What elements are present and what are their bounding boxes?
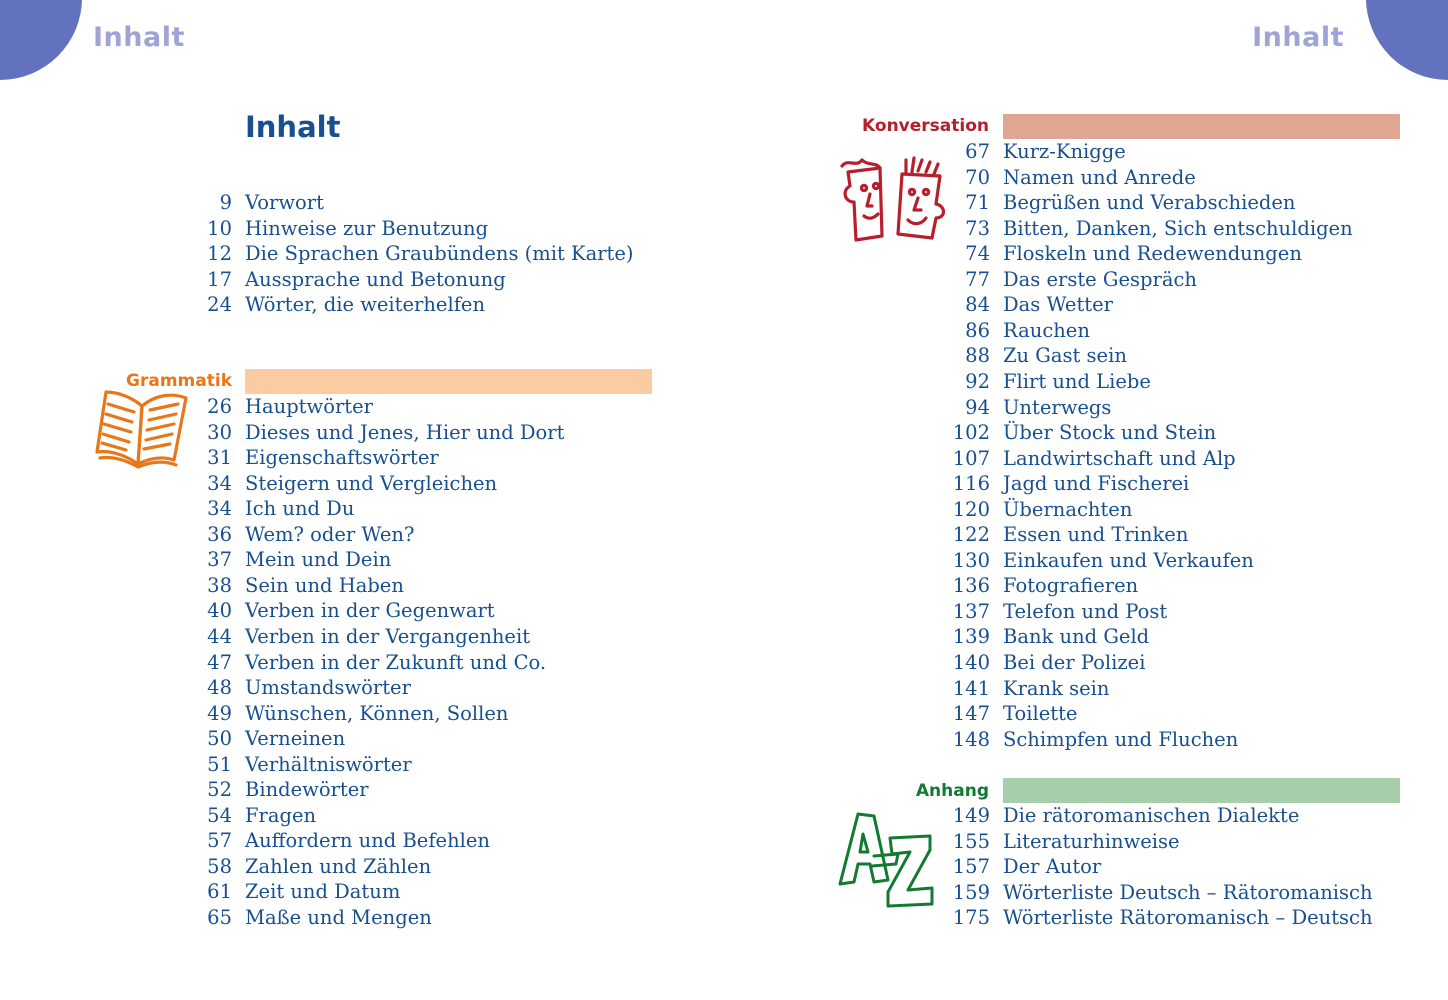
toc-entry-title: Wörter, die weiterhelfen <box>245 293 486 317</box>
toc-page-number: 77 <box>965 267 990 291</box>
toc-page-number: 9 <box>219 191 232 214</box>
toc-page-number: 17 <box>207 267 232 291</box>
toc-page-number: 122 <box>952 523 990 547</box>
toc-page-number: 136 <box>952 574 990 598</box>
open-book-icon <box>94 386 190 474</box>
toc-page-number: 34 <box>207 471 232 495</box>
toc-page-number: 70 <box>965 165 990 189</box>
toc-entry-title: Das Wetter <box>1003 293 1113 317</box>
toc-entry-title: Unterwegs <box>1003 395 1112 419</box>
toc-page-number: 159 <box>952 880 990 904</box>
toc-page-number: 61 <box>207 880 232 904</box>
toc-entry-title: Kurz-Knigge <box>1003 140 1126 163</box>
toc-page-number: 37 <box>207 548 232 572</box>
toc-page-number: 44 <box>207 624 232 648</box>
page-title: Inhalt <box>245 110 341 144</box>
toc-entry-title: Zu Gast sein <box>1003 344 1127 368</box>
toc-entry-title: Dieses und Jenes, Hier und Dort <box>245 420 565 444</box>
toc-entry-title: Rauchen <box>1003 318 1090 342</box>
toc-page-number: 48 <box>207 676 232 700</box>
toc-entry-title: Hinweise zur Benutzung <box>245 216 489 240</box>
toc-page-number: 30 <box>207 420 232 444</box>
toc-entry-title: Aussprache und Betonung <box>245 267 506 291</box>
toc-page-number: 140 <box>952 651 990 674</box>
toc-page-number: 86 <box>965 318 990 342</box>
toc-entry-title: Fragen <box>245 803 317 827</box>
toc-page-number: 10 <box>207 216 232 240</box>
toc-page-number: 50 <box>207 727 232 751</box>
toc-entry-title: Das erste Gespräch <box>1003 267 1197 291</box>
toc-page-number: 149 <box>952 804 990 827</box>
toc-entry-title: Maße und Mengen <box>245 906 432 929</box>
toc-page-number: 130 <box>952 548 990 572</box>
toc-page-number: 34 <box>207 497 232 521</box>
toc-entry-title: Ich und Du <box>245 497 355 521</box>
toc-page-number: 94 <box>965 395 990 419</box>
toc-page-number: 147 <box>952 702 990 726</box>
two-faces-icon <box>834 156 948 248</box>
toc-entry-title: Jagd und Fischerei <box>1003 472 1190 496</box>
toc-entry-title: Der Autor <box>1003 855 1102 879</box>
toc-entry-title: Flirt und Liebe <box>1003 369 1151 393</box>
toc-entry-title: Toilette <box>1003 702 1078 726</box>
toc-entry-title: Begrüßen und Verabschieden <box>1003 191 1296 215</box>
toc-page-number: 71 <box>965 191 990 215</box>
toc-page-number: 47 <box>207 650 232 674</box>
toc-entry-title: Einkaufen und Verkaufen <box>1003 548 1254 572</box>
toc-entry-title: Wörterliste Rätoromanisch – Deutsch <box>1003 906 1373 930</box>
toc-entry-title: Fotografieren <box>1003 574 1139 598</box>
toc-entry-title: Telefon und Post <box>1003 599 1168 623</box>
toc-page-number: 49 <box>207 701 232 725</box>
toc-entry-title: Die Sprachen Graubündens (mit Karte) <box>245 242 634 266</box>
toc-page-number: 120 <box>952 497 990 521</box>
toc-page-number: 148 <box>952 727 990 751</box>
toc-entry-title: Die rätoromanischen Dialekte <box>1003 804 1300 827</box>
toc-page-number: 67 <box>965 140 990 163</box>
toc-page-number: 57 <box>207 829 232 853</box>
toc-entry-title: Zeit und Datum <box>245 880 401 904</box>
toc-page-number: 52 <box>207 778 232 802</box>
toc-entry-title: Über Stock und Stein <box>1003 421 1217 445</box>
a-z-icon <box>836 808 936 916</box>
section-bar-konversation <box>1003 114 1400 139</box>
toc-page-number: 157 <box>952 855 990 879</box>
toc-page-number: 84 <box>965 293 990 317</box>
toc-page-number: 92 <box>965 369 990 393</box>
corner-decoration-right <box>1366 0 1448 80</box>
toc-entry-title: Mein und Dein <box>245 548 392 572</box>
toc-entry-title: Vorwort <box>245 191 324 214</box>
toc-page-number: 26 <box>207 395 232 418</box>
toc-page-number: 36 <box>207 522 232 546</box>
toc-page-number: 24 <box>207 293 232 317</box>
toc-page-number: 54 <box>207 803 232 827</box>
section-label-konversation: Konversation <box>862 116 989 136</box>
toc-entry-title: Namen und Anrede <box>1003 165 1196 189</box>
toc-page-number: 155 <box>952 829 990 853</box>
toc-entry-title: Übernachten <box>1003 497 1133 521</box>
corner-decoration-left <box>0 0 82 80</box>
section-bar-anhang <box>1003 778 1400 803</box>
section-label-grammatik: Grammatik <box>126 371 232 391</box>
toc-entry-title: Verben in der Gegenwart <box>245 599 495 623</box>
toc-entry-title: Wünschen, Können, Sollen <box>245 701 509 725</box>
toc-page-number: 141 <box>952 676 990 700</box>
toc-page-number: 65 <box>207 906 232 929</box>
toc-entry-title: Umstandswörter <box>245 676 411 700</box>
toc-entry-title: Eigenschaftswörter <box>245 446 439 470</box>
toc-page-number: 38 <box>207 573 232 597</box>
toc-page-number: 31 <box>207 446 232 470</box>
toc-entry-title: Bei der Polizei <box>1003 651 1146 674</box>
toc-entry-title: Verhältniswörter <box>245 752 412 776</box>
toc-page-number: 58 <box>207 854 232 878</box>
toc-page-number: 139 <box>952 625 990 649</box>
toc-entry-title: Bitten, Danken, Sich entschuldigen <box>1003 216 1353 240</box>
toc-entry-title: Schimpfen und Fluchen <box>1003 727 1239 751</box>
toc-entry-title: Bank und Geld <box>1003 625 1150 649</box>
running-head-right: Inhalt <box>1252 22 1344 53</box>
running-head-left: Inhalt <box>93 22 185 53</box>
toc-entry-title: Verben in der Zukunft und Co. <box>245 650 547 674</box>
toc-page-number: 51 <box>207 752 232 776</box>
toc-entry-title: Essen und Trinken <box>1003 523 1189 547</box>
toc-entry-title: Landwirtschaft und Alp <box>1003 446 1236 470</box>
toc-entry-title: Bindewörter <box>245 778 369 802</box>
toc-page-number: 102 <box>952 421 990 445</box>
toc-page-number: 74 <box>965 242 990 266</box>
toc-entry-title: Floskeln und Redewendungen <box>1003 242 1302 266</box>
toc-entry-title: Verben in der Vergangenheit <box>245 624 531 648</box>
toc-page-number: 107 <box>952 446 990 470</box>
toc-entry-title: Literaturhinweise <box>1003 829 1180 853</box>
toc-entry-title: Wem? oder Wen? <box>245 522 415 546</box>
toc-entry-title: Auffordern und Befehlen <box>245 829 490 853</box>
toc-entry-title: Krank sein <box>1003 676 1110 700</box>
section-bar-grammatik <box>245 369 652 394</box>
toc-entry-title: Zahlen und Zählen <box>245 854 432 878</box>
toc-entry-title: Verneinen <box>245 727 346 751</box>
toc-page-number: 116 <box>952 472 990 496</box>
toc-page-number: 73 <box>965 216 990 240</box>
toc-entry-title: Steigern und Vergleichen <box>245 471 498 495</box>
section-label-anhang: Anhang <box>915 781 989 801</box>
toc-entry-title: Hauptwörter <box>245 395 373 418</box>
toc-entry-title: Sein und Haben <box>245 573 404 597</box>
toc-page-number: 137 <box>952 599 990 623</box>
toc-page-number: 40 <box>207 599 232 623</box>
toc-page-number: 175 <box>952 906 990 930</box>
toc-page-number: 12 <box>207 242 232 266</box>
toc-page-number: 88 <box>965 344 990 368</box>
toc-entry-title: Wörterliste Deutsch – Rätoromanisch <box>1003 880 1373 904</box>
